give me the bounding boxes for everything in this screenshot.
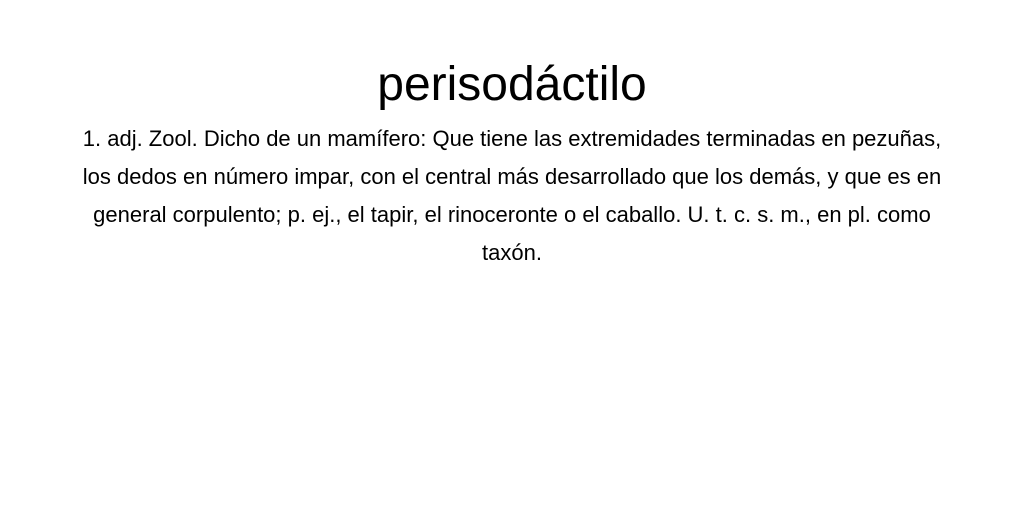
headword: perisodáctilo: [377, 58, 647, 111]
definition-text: 1. adj. Zool. Dicho de un mamífero: Que tiene las extremidades terminadas en pezuñas, los dedos en número impar, con el central más desarrollado que los demás, y que es en general corpulento; p. ej., el tapir, el rinoceronte o el caballo. U. t. c. s. m., en pl. como taxón.: [82, 126, 942, 265]
dictionary-entry: [66, 56, 958, 272]
